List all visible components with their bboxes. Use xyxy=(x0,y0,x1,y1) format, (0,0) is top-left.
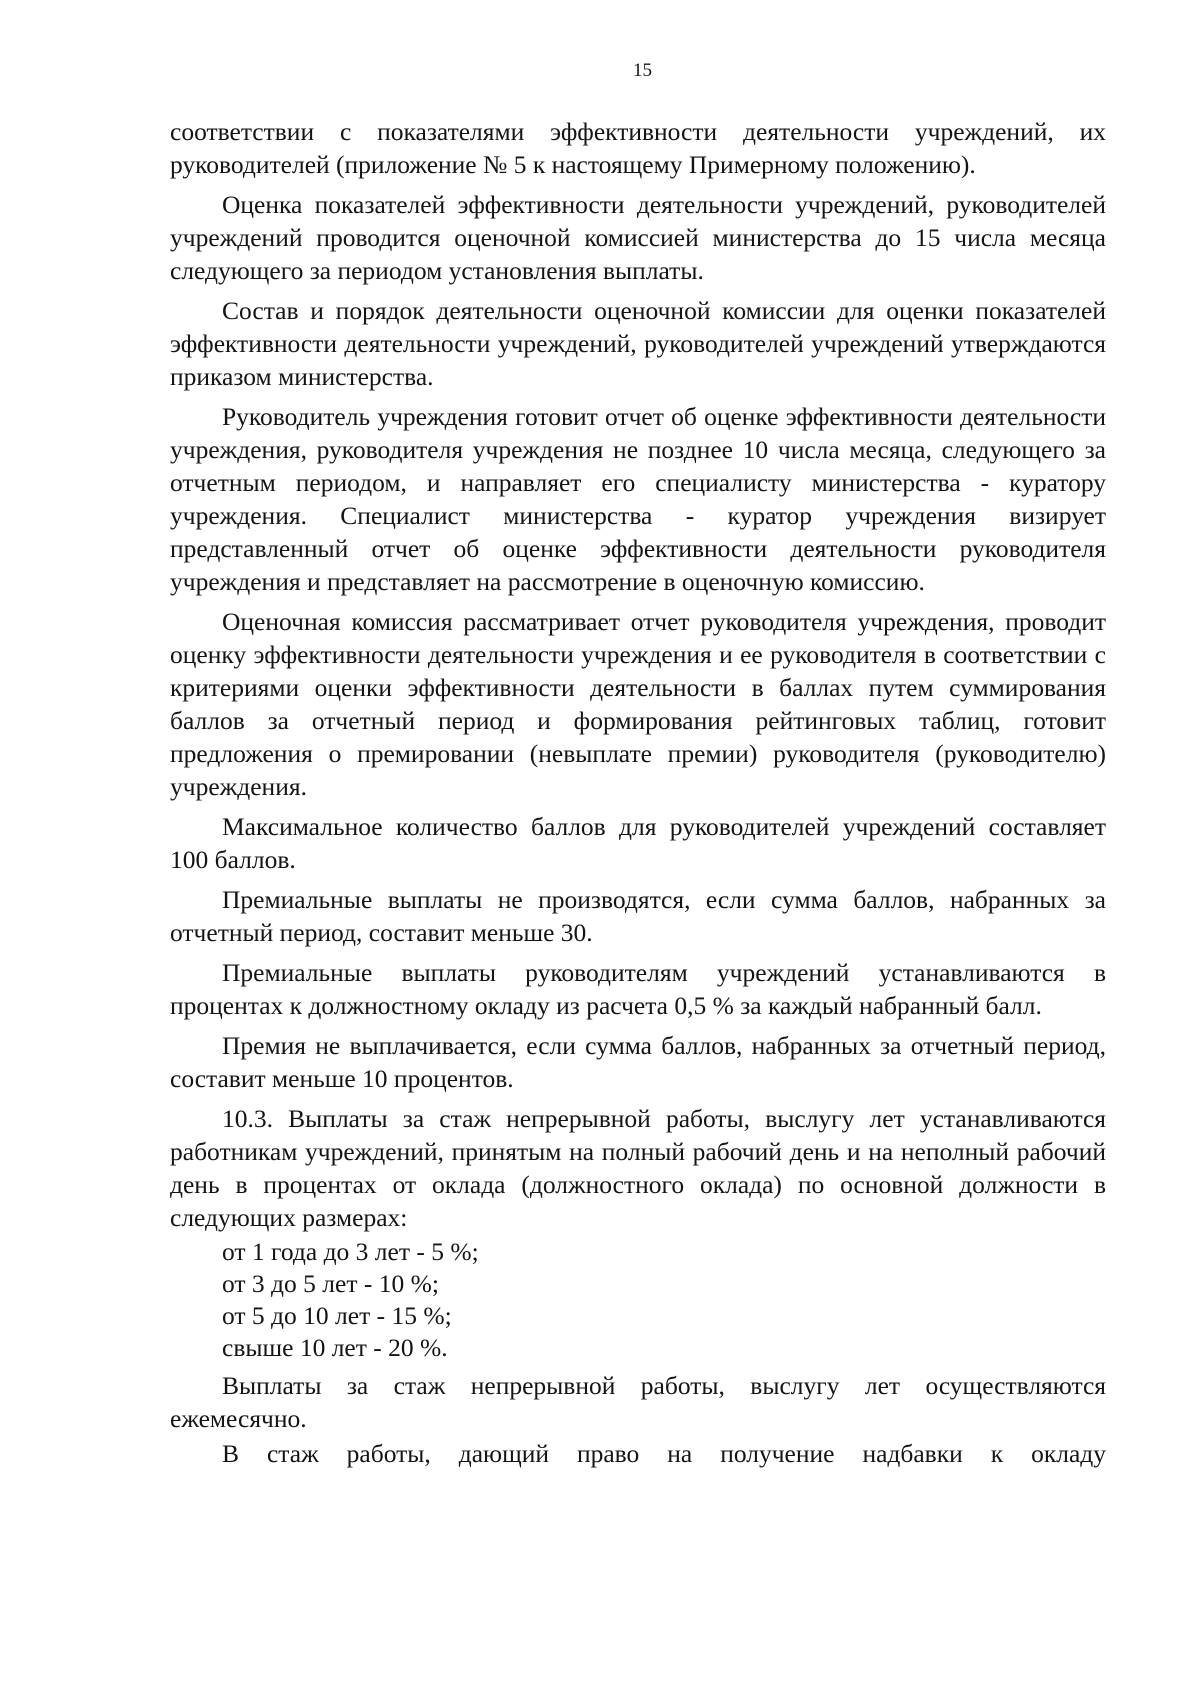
paragraph-evaluation-deadline: Оценка показателей эффективности деятельности учреждений, руководителей учреждений проводится оценочной комиссией министерства до 15 числа месяца следующего за периодом установления выплаты. xyxy=(170,190,1106,285)
paragraph-bonus-rate: Премиальные выплаты руководителям учреждений устанавливаются в процентах к должностному окладу из расчета 0,5 % за каждый набранный балл. xyxy=(170,958,1106,1020)
paragraph-max-points: Максимальное количество баллов для руководителей учреждений составляет 100 баллов. xyxy=(170,812,1106,874)
paragraph-commission-composition: Состав и порядок деятельности оценочной комиссии для оценки показателей эффективности деятельности учреждений, руководителей учреждений утверждаются приказом министерства. xyxy=(170,296,1106,391)
paragraph-continuation: соответствии с показателями эффективности деятельности учреждений, их руководителей (приложение № 5 к настоящему Примерному положению). xyxy=(170,117,1106,179)
paragraph-commission-review: Оценочная комиссия рассматривает отчет руководителя учреждения, проводит оценку эффективности деятельности учреждения и ее руководителя в соответствии с критериями оценки эффективности деятельности в баллах путем суммирования баллов за отчетный период и формирования рейтинговых таблиц, готовит предложения о премировании (невыплате премии) руководителя (руководителю) учреждения. xyxy=(170,607,1106,801)
paragraph-no-bonus-threshold: Премиальные выплаты не производятся, если сумма баллов, набранных за отчетный период, составит меньше 30. xyxy=(170,885,1106,947)
paragraph-report-procedure: Руководитель учреждения готовит отчет об оценке эффективности деятельности учреждения, руководителя учреждения не позднее 10 числа месяца, следующего за отчетным периодом, и направляет его специалисту министерства - куратору учреждения. Специалист министерства - куратор учреждения визирует представленный отчет об оценке эффективности деятельности руководителя учреждения и представляет на рассмотрение в оценочную комиссию. xyxy=(170,402,1106,596)
list-item: от 3 до 5 лет - 10 %; xyxy=(222,1269,439,1298)
list-item: свыше 10 лет - 20 %. xyxy=(222,1333,448,1362)
list-item: от 5 до 10 лет - 15 %; xyxy=(222,1301,452,1330)
paragraph-bonus-not-paid: Премия не выплачивается, если сумма баллов, набранных за отчетный период, составит меньше 10 процентов. xyxy=(170,1031,1106,1093)
paragraph-monthly-payments: Выплаты за стаж непрерывной работы, выслугу лет осуществляются ежемесячно. xyxy=(170,1371,1106,1433)
list-item: от 1 года до 3 лет - 5 %; xyxy=(222,1237,479,1266)
seniority-rates-list xyxy=(170,1236,1106,1364)
paragraph-seniority-eligibility: В стаж работы, дающий право на получение надбавки к окладу xyxy=(222,1439,1106,1468)
document-body xyxy=(170,115,1106,1477)
paragraph-seniority-payments: 10.3. Выплаты за стаж непрерывной работы, выслугу лет устанавливаются работникам учреждений, принятым на полный рабочий день и на неполный рабочий день в процентах от оклада (должностного оклада) по основной должности в следующих размерах: xyxy=(170,1104,1106,1232)
page-number: 15 xyxy=(633,60,652,81)
